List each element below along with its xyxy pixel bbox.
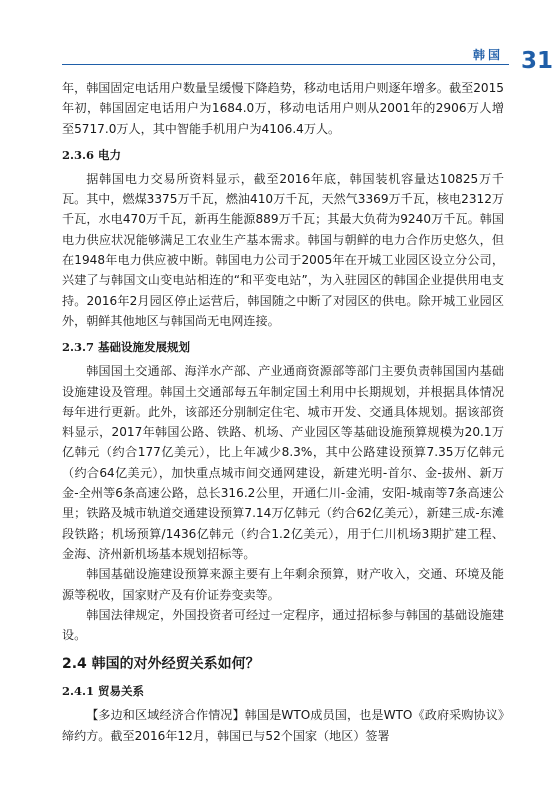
page-header [62, 40, 559, 80]
section-heading-2-4-1: 2.4.1 贸易关系 [62, 684, 145, 699]
paragraph-multilateral-cooperation: 【多边和区域经济合作情况】韩国是WTO成员国，也是WTO《政府采购协议》缔约方。截至2016年12月，韩国已与52个国家（地区）签署 [62, 708, 504, 743]
section-heading-2-4: 2.4 韩国的对外经贸关系如何？ [62, 656, 260, 673]
paragraph-budget-sources: 韩国基础设施建设预算来源主要有上年剩余预算，财产收入，交通、环境及能源等税收，国家财产及有价证券变卖等。 [62, 567, 504, 602]
page-number: 31 [515, 42, 559, 80]
page-body [62, 78, 504, 746]
paragraph-electricity: 据韩国电力交易所资料显示，截至2016年底，韩国装机容量达10825万千瓦。其中，燃煤3375万千瓦，燃油410万千瓦，天然气3369万千瓦，核电2312万千瓦，水电470万千瓦，新再生能源889万千瓦；其最大负荷为9240万千瓦。韩国电力供应状况能够满足工农业生产基本需求。韩国与朝鲜的电力合作历史悠久，但在1948年电力供应被中断。韩国电力公司于2005年在开城工业园区设立分公司，兴建了与韩国文山变电站相连的“和平变电站”，为入驻园区的韩国企业提供用电支持。2016年2月园区停止运营后，韩国随之中断了对园区的供电。除开城工业园区外，朝鲜其他地区与韩国尚无电网连接。 [62, 171, 504, 328]
paragraph-telecom-continuation: 年，韩国固定电话用户数量呈缓慢下降趋势，移动电话用户则逐年增多。截至2015年初，韩国固定电话用户为1684.0万，移动电话用户则从2001年的2906万人增至5717.0万人，其中智能手机用户为4106.4万人。 [62, 81, 504, 136]
running-header-country: 韩国 [472, 48, 503, 62]
section-heading-2-3-7: 2.3.7 基础设施发展规划 [62, 340, 191, 355]
section-heading-2-3-6: 2.3.6 电力 [62, 147, 122, 162]
header-rule [62, 64, 509, 65]
paragraph-infrastructure-plan: 韩国国土交通部、海洋水产部、产业通商资源部等部门主要负责韩国国内基础设施建设及管理。韩国土交通部每五年制定国土利用中长期规划，并根据具体情况每年进行更新。此外，该部还分别制定住宅、城市开发、交通具体规划。据该部资料显示，2017年韩国公路、铁路、机场、产业园区等基础设施预算规模为20.1万亿韩元（约合177亿美元），比上年减少8.3%，其中公路建设预算7.35万亿韩元（约合64亿美元），加快重点城市间交通网建设，新建光明-首尔、金-拔州、新万金-全州等6条高速公路，总长316.2公里，开通仁川-金浦，安阳-城南等7条高速公里；铁路及城市轨道交通建设预算7.14万亿韩元（约合62亿美元），新建三成-东滩段铁路；机场预算/1436亿韩元（约合1.2亿美元），用于仁川机场3期扩建工程、金海、济州新机场基本规划招标等。 [62, 364, 504, 561]
paragraph-foreign-bidding: 韩国法律规定，外国投资者可经过一定程序，通过招标参与韩国的基础设施建设。 [62, 607, 504, 643]
